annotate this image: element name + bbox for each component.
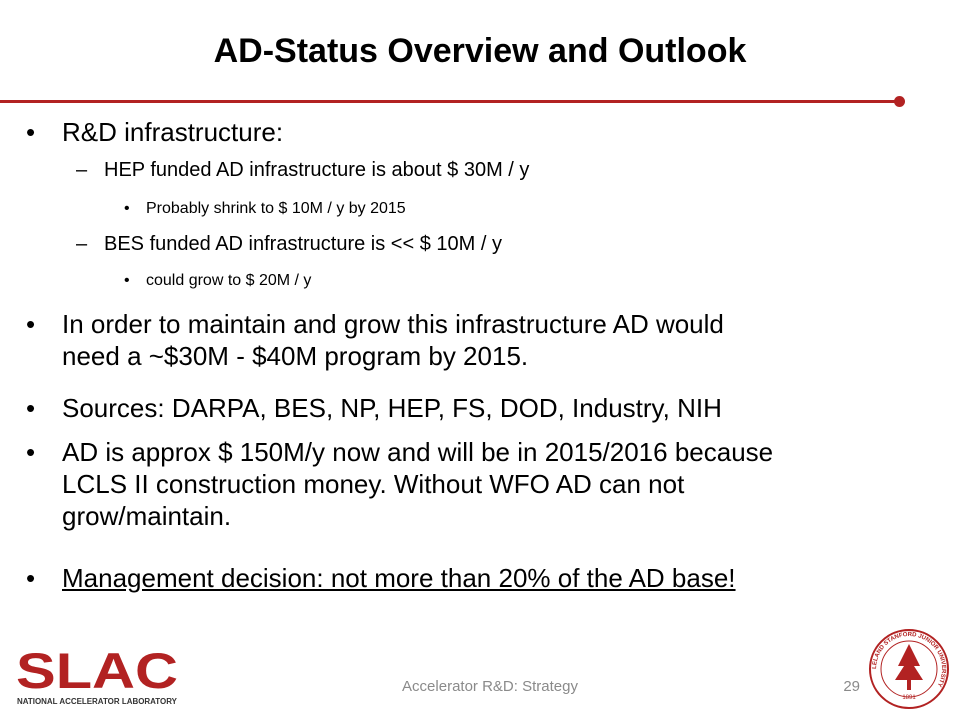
slac-logo-subtitle: NATIONAL ACCELERATOR LABORATORY xyxy=(17,697,178,706)
bullet-management-decision: • Management decision: not more than 20% of the AD base! xyxy=(26,563,736,593)
slac-logo xyxy=(14,640,184,710)
page-number: 29 xyxy=(843,678,860,695)
bullet-icon: • xyxy=(26,437,36,467)
bullet-sources: • Sources: DARPA, BES, NP, HEP, FS, DOD, Industry, NIH xyxy=(26,393,722,423)
bullet-icon: • xyxy=(26,309,36,339)
bullet-icon: • xyxy=(124,200,130,217)
footer-title: Accelerator R&D: Strategy xyxy=(402,678,578,695)
bullet-icon: • xyxy=(26,117,36,147)
bullet-icon: • xyxy=(26,393,36,423)
subsub-bullet-grow: • could grow to $ 20M / y xyxy=(146,270,311,292)
stanford-seal xyxy=(868,628,950,710)
sub-bullet-bes: – BES funded AD infrastructure is << $ 10M / y xyxy=(76,233,502,255)
bullet-icon: • xyxy=(26,563,36,593)
slide-title: AD-Status Overview and Outlook xyxy=(213,32,747,70)
slac-logo-wordmark: SLAC xyxy=(16,643,178,699)
bullet-maintain-grow: • In order to maintain and grow this infrastructure AD would need a ~$30M - $40M program by 2015. xyxy=(26,309,724,371)
dash-icon: – xyxy=(76,233,88,255)
seal-ring-text: LELAND STANFORD JUNIOR UNIVERSITY xyxy=(871,631,947,688)
sub-bullet-hep: – HEP funded AD infrastructure is about $ 30M / y xyxy=(76,159,530,181)
bullet-icon: • xyxy=(124,272,130,289)
subsub-bullet-shrink: • Probably shrink to $ 10M / y by 2015 xyxy=(146,198,406,220)
title-divider-dot xyxy=(894,96,905,107)
tree-icon xyxy=(895,644,923,690)
seal-year: 1891 xyxy=(902,695,916,701)
dash-icon: – xyxy=(76,159,88,181)
title-divider xyxy=(0,100,900,103)
bullet-ad-approx: • AD is approx $ 150M/y now and will be in 2015/2016 because LCLS II construction money. Without WFO AD can not grow/maintain. xyxy=(26,437,774,531)
bullet-rd-infrastructure: • R&D infrastructure: xyxy=(26,117,284,147)
